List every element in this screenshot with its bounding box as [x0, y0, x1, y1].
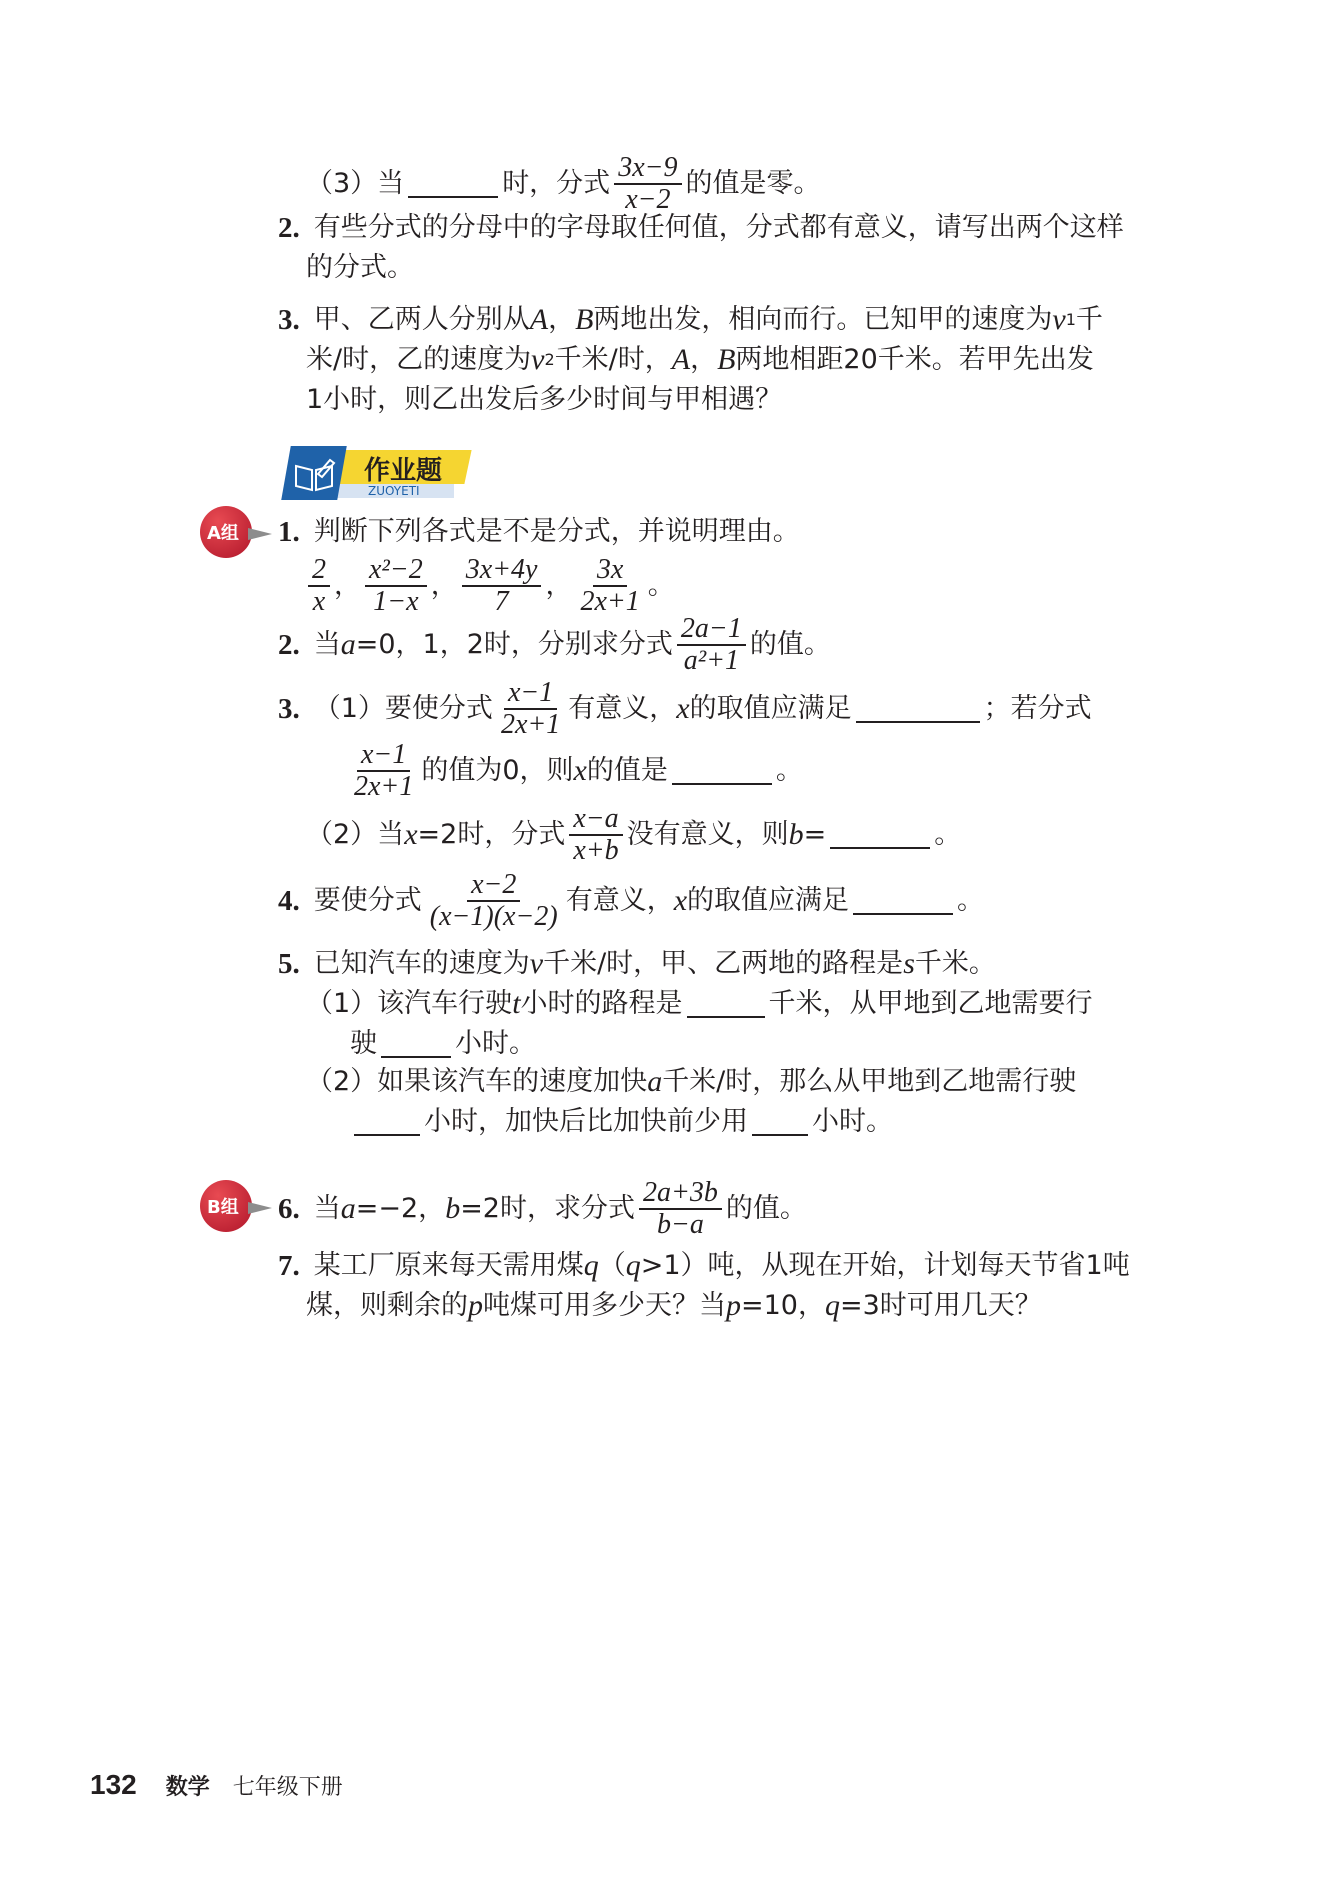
- fraction: [614, 153, 681, 215]
- text: 的值是零。: [685, 168, 821, 199]
- text: ，: [690, 344, 718, 375]
- page-number: 132: [90, 1769, 137, 1800]
- question-number: 2.: [278, 212, 300, 244]
- fraction: [569, 804, 622, 866]
- numerator: x−2: [467, 870, 520, 902]
- numerator: 2a−1: [677, 614, 746, 646]
- text: 千米。: [914, 948, 996, 979]
- exercise-3-line2: 米/时，乙的速度为 v 2 千米/时， A ， B 两地相距20千米。若甲先出发: [306, 340, 1094, 380]
- var: p: [468, 1289, 483, 1322]
- var: p: [726, 1289, 741, 1322]
- numerator: 3x−9: [614, 153, 681, 185]
- fraction: [462, 555, 542, 617]
- var: x: [676, 692, 690, 725]
- var: b: [788, 818, 804, 851]
- text: 的取值应满足: [689, 693, 852, 724]
- text: =−2，: [355, 1193, 446, 1224]
- text: 已知汽车的速度为: [313, 948, 530, 979]
- question-number: 7.: [278, 1250, 300, 1282]
- hw-question-3-line2: [346, 739, 803, 802]
- text: ；若分式: [983, 693, 1092, 724]
- text: 当: [313, 1193, 341, 1224]
- question-number: 3.: [278, 693, 300, 725]
- hw-question-3: [278, 677, 1092, 740]
- hw-question-5-part2: [306, 1062, 1076, 1102]
- group-a-badge: [200, 506, 268, 566]
- text: 。: [775, 755, 803, 786]
- fraction: [497, 678, 564, 740]
- badge-pointer: [248, 1202, 272, 1214]
- text: 的值为0，则: [421, 755, 574, 786]
- numerator: 2: [308, 555, 330, 587]
- fraction: [350, 740, 417, 802]
- var: q: [583, 1249, 599, 1282]
- answer-blank[interactable]: [752, 1108, 808, 1136]
- fraction: [426, 870, 562, 932]
- book-pen-icon: [292, 456, 338, 494]
- text: （1）要使分式: [313, 693, 493, 724]
- var: x: [573, 754, 587, 787]
- numerator: 3x: [593, 555, 627, 587]
- text: 有意义，: [565, 885, 674, 916]
- exercise-3-line3: [306, 380, 782, 420]
- hw-question-6: [278, 1177, 807, 1240]
- badge-label: B组: [207, 1197, 239, 1218]
- exercise-3: 3. 甲、乙两人分别从 A ， B 两地出发，相向而行。已知甲的速度为 v 1 千: [278, 300, 1103, 340]
- text: 某工厂原来每天需用煤: [313, 1250, 584, 1281]
- question-number: 2.: [278, 629, 300, 661]
- text: 的取值应满足: [687, 885, 850, 916]
- exercise-2-line2: [306, 248, 414, 288]
- text: 两地出发，相向而行。已知甲的速度为: [593, 304, 1053, 335]
- book-name: 七年级下册: [232, 1775, 343, 1800]
- text: （3）当: [306, 168, 405, 199]
- text: 小时。: [455, 1028, 536, 1059]
- section-title: 作业题: [364, 456, 443, 486]
- text: 1小时，则乙出发后多少时间与甲相遇？: [306, 384, 783, 415]
- text: 小时的路程是: [520, 988, 683, 1019]
- text: 小时，加快后比加快前少用: [424, 1106, 748, 1137]
- denominator: 2x+1: [580, 586, 640, 617]
- numerator: 3x+4y: [462, 555, 542, 587]
- numerator: 2a+3b: [639, 1178, 722, 1210]
- text: =10，: [741, 1290, 825, 1321]
- answer-blank[interactable]: [830, 821, 930, 849]
- hw-question-2: [278, 613, 831, 676]
- text: 千米，从甲地到乙地需要行: [768, 988, 1093, 1019]
- answer-blank[interactable]: [672, 757, 772, 785]
- denominator: 2x+1: [354, 771, 414, 802]
- text: 有意义，: [568, 693, 677, 724]
- text: =: [803, 819, 827, 850]
- hw-question-7-line2: [306, 1286, 1042, 1326]
- group-b-badge: [200, 1180, 268, 1240]
- text: 的值。: [749, 629, 831, 660]
- hw-question-7: [278, 1246, 1130, 1286]
- text: 判断下列各式是不是分式，并说明理由。: [313, 516, 800, 547]
- numerator: x−1: [504, 678, 557, 710]
- text: 驶: [350, 1028, 377, 1059]
- text: 小时。: [812, 1106, 893, 1137]
- text: >1）吨，从现在开始，计划每天节省1吨: [640, 1250, 1130, 1281]
- text: 有些分式的分母中的字母取任何值，分式都有意义，请写出两个这样: [313, 212, 1124, 243]
- denominator: 7: [494, 586, 509, 617]
- question-number: 6.: [278, 1193, 300, 1225]
- text: （2）如果该汽车的速度加快: [306, 1066, 648, 1097]
- text: 米/时，乙的速度为: [306, 344, 532, 375]
- denominator: x−2: [625, 184, 671, 215]
- hw-question-3-part2: [306, 803, 962, 866]
- question-number: 4.: [278, 885, 300, 917]
- text: 千米/时，甲、乙两地的路程是: [543, 948, 904, 979]
- hw-question-5-part1-line2: [350, 1024, 536, 1064]
- hw-question-5-part2-line2: [350, 1102, 893, 1142]
- text: 时，分式: [502, 168, 611, 199]
- section-subtitle: ZUOYETI: [368, 484, 420, 498]
- text: 煤，则剩余的: [306, 1290, 468, 1321]
- denominator: (x−1)(x−2): [429, 901, 558, 932]
- separator: ，: [334, 570, 361, 601]
- fraction: [576, 555, 643, 617]
- text: 要使分式: [313, 885, 422, 916]
- text: ，: [548, 304, 576, 335]
- denominator: a²+1: [683, 645, 740, 676]
- var: a: [647, 1065, 663, 1098]
- badge-pointer: [248, 528, 272, 540]
- exercise-2: [278, 208, 1124, 248]
- text: 。: [957, 885, 985, 916]
- text: 千: [1075, 304, 1103, 335]
- fraction: [308, 555, 330, 617]
- text: =0，1，2时，分别求分式: [355, 629, 673, 660]
- hw-question-5: [278, 944, 996, 984]
- answer-blank[interactable]: [381, 1030, 451, 1058]
- text: 甲、乙两人分别从: [313, 304, 530, 335]
- text: 千米/时，那么从甲地到乙地需行驶: [662, 1066, 1077, 1097]
- denominator: x: [312, 586, 326, 617]
- text: 两地相距20千米。若甲先出发: [735, 344, 1094, 375]
- text: =3时可用几天？: [839, 1290, 1042, 1321]
- hw-question-4: [278, 869, 985, 932]
- separator: ，: [430, 570, 458, 601]
- numerator: x−1: [357, 740, 410, 772]
- var: A: [671, 343, 691, 376]
- var: A: [529, 303, 549, 336]
- section-banner: [276, 446, 476, 502]
- exercise-1-3: [306, 152, 821, 215]
- var: a: [340, 628, 356, 661]
- text: 千米/时，: [554, 344, 672, 375]
- text: 。: [934, 819, 962, 850]
- fraction: [639, 1178, 722, 1240]
- question-number: 5.: [278, 948, 300, 980]
- hw-question-1-expressions: [304, 556, 675, 616]
- denominator: b−a: [657, 1209, 704, 1240]
- var: v: [531, 343, 545, 376]
- fraction: [677, 614, 746, 676]
- text: 的值。: [725, 1193, 807, 1224]
- question-number: 1.: [278, 516, 300, 548]
- answer-blank[interactable]: [687, 990, 765, 1018]
- text: 没有意义，则: [626, 819, 789, 850]
- badge-label: A组: [207, 523, 239, 544]
- page-footer: [90, 1769, 343, 1801]
- text: 。: [647, 570, 675, 601]
- numerator: x²−2: [365, 555, 427, 587]
- answer-blank[interactable]: [354, 1108, 420, 1136]
- text: （: [598, 1250, 626, 1281]
- denominator: x+b: [573, 835, 619, 866]
- var: B: [717, 343, 736, 376]
- text: （2）当: [306, 819, 405, 850]
- denominator: 1−x: [373, 586, 419, 617]
- hw-question-5-part1: [306, 984, 1093, 1024]
- answer-blank[interactable]: [853, 887, 953, 915]
- answer-blank[interactable]: [408, 170, 498, 198]
- fraction: [365, 555, 427, 617]
- hw-question-1: [278, 512, 800, 552]
- subject-name: 数学: [165, 1775, 210, 1800]
- answer-blank[interactable]: [856, 695, 980, 723]
- var: t: [512, 987, 521, 1020]
- numerator: x−a: [569, 804, 622, 836]
- var: v: [529, 947, 544, 980]
- var: x: [673, 884, 688, 917]
- text: 吨煤可用多少天？当: [483, 1290, 726, 1321]
- var: a: [340, 1192, 356, 1225]
- text: 当: [313, 629, 341, 660]
- text: 的值是: [586, 755, 668, 786]
- text: （1）该汽车行驶: [306, 988, 513, 1019]
- separator: ，: [545, 570, 573, 601]
- var: b: [445, 1192, 461, 1225]
- question-number: 3.: [278, 304, 300, 336]
- var: x: [404, 818, 418, 851]
- text: =2时，求分式: [460, 1193, 635, 1224]
- var: q: [625, 1249, 641, 1282]
- denominator: 2x+1: [500, 709, 561, 740]
- text: =2时，分式: [417, 819, 566, 850]
- text: 的分式。: [306, 252, 414, 283]
- var: B: [575, 303, 594, 336]
- var: q: [824, 1289, 840, 1322]
- var: v: [1052, 303, 1066, 336]
- var: s: [903, 947, 915, 980]
